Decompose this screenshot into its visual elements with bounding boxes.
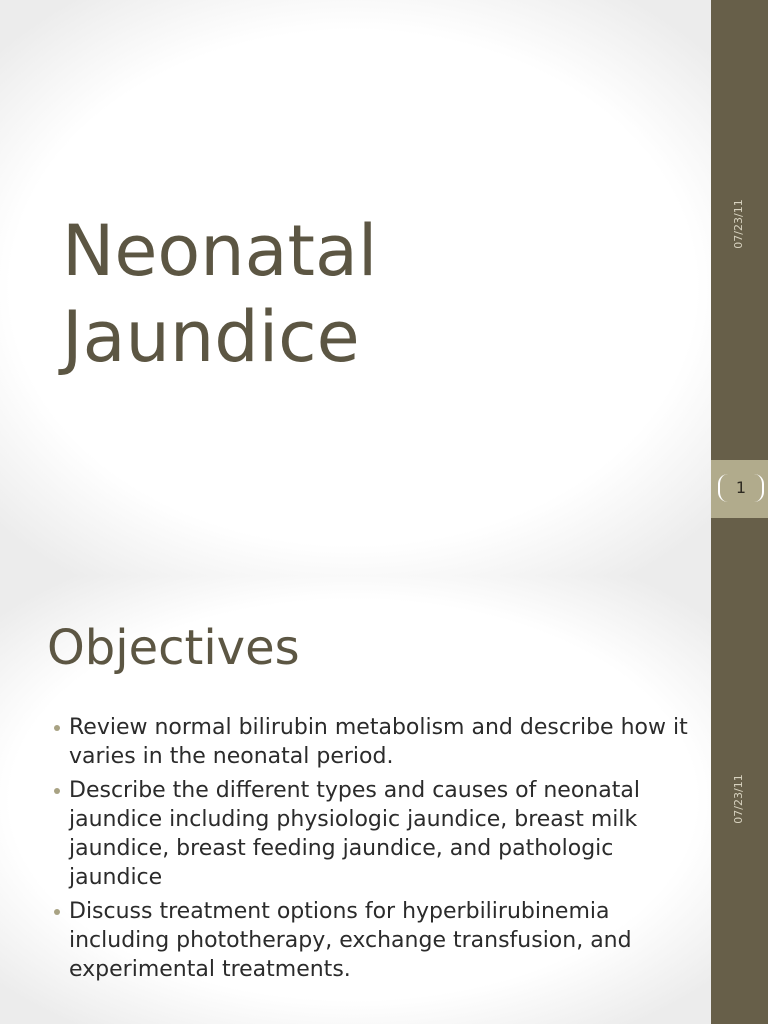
list-item-text: Review normal bilirubin metabolism and describe how it varies in the neonatal period. xyxy=(69,715,688,769)
objectives-heading: Objectives xyxy=(47,620,300,676)
list-item xyxy=(48,713,688,771)
list-item-text: Describe the different types and causes of neonatal jaundice including physiologic jaundice, breast milk jaundice, breast feeding jaundice, and pathologic jaundice xyxy=(69,778,640,890)
list-item-text: Discuss treatment options for hyperbilirubinemia including phototherapy, exchange transfusion, and experimental treatments. xyxy=(69,899,632,982)
list-item xyxy=(48,897,688,984)
bullet-dot-icon xyxy=(54,909,60,915)
page-number-box xyxy=(711,460,768,518)
page-number: 1 xyxy=(718,474,764,502)
bullet-dot-icon xyxy=(54,725,60,731)
slide-title-text: Neonatal Jaundice xyxy=(62,210,378,378)
bullet-dot-icon xyxy=(54,788,60,794)
slide-date: 07/23/11 xyxy=(732,199,745,249)
slide-date: 07/23/11 xyxy=(732,774,745,824)
slide-sidebar xyxy=(711,576,768,1024)
objectives-list xyxy=(48,713,688,989)
slide-objectives xyxy=(0,576,768,1024)
list-item xyxy=(48,776,688,892)
slide-sidebar xyxy=(711,0,768,576)
